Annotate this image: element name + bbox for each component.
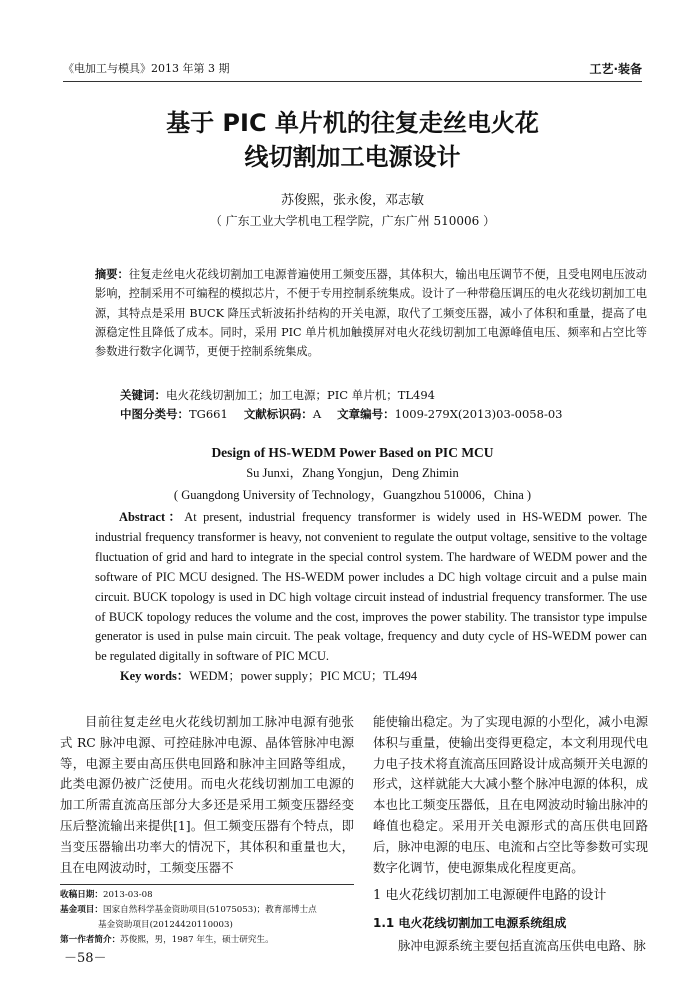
english-keywords-text: WEDM；power supply；PIC MCU；TL494 [189, 669, 418, 683]
subsection-heading: 1.1 电火花线切割加工电源系统组成 [373, 916, 567, 930]
section-heading: 1 电火花线切割加工电源硬件电路的设计 [373, 888, 607, 903]
received-label: 收稿日期： [60, 890, 103, 900]
footnote-fund [60, 903, 360, 918]
english-keywords [120, 667, 647, 685]
english-abstract-text: At present, industrial frequency transformer is widely used in HS-WEDM power. The industrial frequency transformer is heavy, not convenient to regulate the output voltage, sensitive to the voltage fluctuation of grid and hard to integrate in the special control system. The hardware of WEDM power and the software of PIC MCU designed. The HS-WEDM power includes a DC high voltage circuit and a pulse main circuit. BUCK topology is used in DC high voltage circuit instead of industrial frequency transformer. The use of BUCK topology reduces the volume and the cost, improves the power stability. The transistor type impulse generator is used in pulse main circuit. The peak voltage, frequency and duty cycle of HS-WEDM power can be regulated digitally in software of PIC MCU. [95, 510, 647, 664]
clc-value: TG661 [189, 407, 228, 421]
footnote-received [60, 888, 360, 903]
author-bio-value: 苏俊熙，男，1987 年生，硕士研究生。 [120, 935, 274, 945]
english-keywords-label: Key words： [120, 669, 190, 683]
clc-label: 中图分类号： [120, 407, 189, 421]
abstract-english [95, 508, 647, 667]
body-right-column [373, 712, 648, 878]
affiliation: （ 广东工业大学机电工程学院，广东广州 510006 ） [209, 214, 496, 228]
article-number-value: 1009-279X(2013)03-0058-03 [394, 407, 563, 421]
english-affiliation: ( Guangdong University of Technology，Guangzhou 510006，China ) [173, 488, 532, 502]
footnote-rule [60, 884, 354, 885]
title-line-1: 基于 PIC 单片机的往复走丝电火花 [166, 109, 539, 137]
title-line-2: 线切割加工电源设计 [244, 143, 461, 171]
received-value: 2013-03-08 [102, 890, 153, 900]
fund-line-2: 基金资助项目(20124420110003) [98, 920, 233, 930]
body-right-paragraph: 能使输出稳定。为了实现电源的小型化，减小电源体积与重量，使输出变得更稳定，本文利用现代电力电子技术将直流高压回路设计成高频开关电源的形式，这样就能大大减小整个脉冲电源的体积，成本也比工频变压器低，且在电网波动时输出脉冲的峰值也稳定。采用开关电源形式的高压供电回路后，脉冲电源的电压、电流和占空比等参数可实现数字化调节，使电源集成化程度更高。 [373, 714, 648, 875]
abstract-text: 往复走丝电火花线切割加工电源普遍使用工频变压器，其体积大，输出电压调节不便，且受电网电压波动影响，控制采用不可编程的模拟芯片，不便于专用控制系统集成。设计了一种带稳压调压的电火花线切割加工电源，其特点是采用 BUCK 降压式斩波拓扑结构的开关电源，取代了工频变压器，减小了体积和重量，提高了电源稳定性且降低了成本。同时，采用 PIC 单片机加触摸屏对电火花线切割加工电源峰值电压、频率和占空比等参数进行数字化调节，更便于控制系统集成。 [95, 268, 647, 359]
author-list: 苏俊熙，张永俊，邓志敏 [280, 193, 424, 208]
paper-title [60, 106, 645, 174]
keywords-text: 电火花线切割加工；加工电源；PIC 单片机；TL494 [166, 388, 435, 402]
journal-issue: 《电加工与模具》2013 年第 3 期 [63, 62, 230, 75]
keywords-chinese [120, 386, 647, 404]
english-abstract-label: Abstract： [119, 510, 185, 524]
author-bio-label: 第一作者简介： [60, 935, 121, 945]
english-authors: Su Junxi，Zhang Yongjun，Deng Zhimin [246, 466, 459, 480]
header-rule [63, 81, 642, 82]
body-continued-line: 脉冲电源系统主要包括直流高压供电电路、脉 [398, 938, 646, 953]
doc-code-value: A [312, 407, 322, 421]
fund-line-1: 国家自然科学基金资助项目(51075053)；教育部博士点 [102, 905, 317, 915]
english-title: Design of HS-WEDM Power Based on PIC MCU [211, 445, 494, 460]
abstract-label: 摘要： [95, 268, 129, 281]
footnotes [60, 888, 360, 948]
article-number-label: 文章编号： [337, 407, 395, 421]
section-label: 工艺·装备 [589, 62, 642, 76]
abstract-chinese [95, 265, 647, 361]
doc-code-label: 文献标识码： [243, 407, 313, 421]
keywords-label: 关键词： [120, 388, 166, 402]
fund-label: 基金项目： [60, 905, 103, 915]
page-number: －58－ [64, 951, 107, 966]
running-header [63, 60, 642, 78]
classification-line [120, 405, 647, 423]
body-left-column: 目前往复走丝电火花线切割加工脉冲电源有弛张式 RC 脉冲电源、可控硅脉冲电源、晶体管脉冲电源等，电源主要由高压供电回路和脉冲主回路等组成，此类电源仍被广泛使用。而电火花线切割加工电源的加工所需直流高压部分大多还是采用工频变压器经变压后整流输出来提供[1]。但工频变压器有个特点，即当变压器输出功率大的情况下，其体积和重量也大，且在电网波动时，工频变压器不 [60, 714, 354, 875]
footnote-author [60, 933, 360, 948]
